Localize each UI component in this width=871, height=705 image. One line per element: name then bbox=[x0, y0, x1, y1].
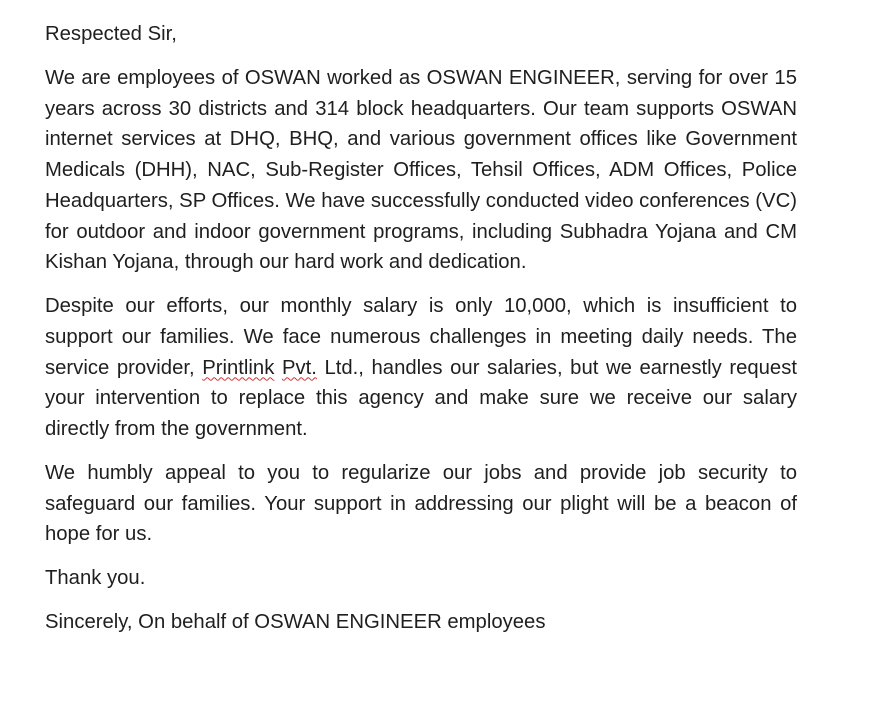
spellcheck-flagged-word[interactable]: Printlink bbox=[202, 356, 275, 379]
salutation: Respected Sir, bbox=[45, 23, 177, 45]
spellcheck-flagged-word[interactable]: Pvt. bbox=[281, 356, 317, 379]
signature: Sincerely, On behalf of OSWAN ENGINEER employees bbox=[45, 611, 546, 634]
paragraph-appeal: We humbly appeal to you to regularize our jobs and provide job security to safeguard our families. Your support in addressing our plight will be a beacon of hope for us. bbox=[45, 462, 797, 546]
paragraph-salary-text-after: Ltd., handles our salaries, but we earnestly request your intervention to replace this agency and make sure we receive our salary directly from the government. bbox=[45, 356, 797, 441]
word-space bbox=[274, 357, 282, 379]
paragraph-service-history: We are employees of OSWAN worked as OSWAN ENGINEER, serving for over 15 years across 30 districts and 314 block headquarters. Our team supports OSWAN internet services at DHQ, BHQ, and various government offices like Government Medicals (DHH), NAC, Sub-Register Offices, Tehsil Offices, ADM Offices, Police Headquarters, SP Offices. We have successfully conducted video conferences (VC) for outdoor and indoor government programs, including Subhadra Yojana and CM Kishan Yojana, through our hard work and dedication. bbox=[45, 67, 797, 274]
paragraph-salary-text-before: Despite our efforts, our monthly salary is only 10,000, which is insufficient to support our families. We face numerous challenges in meeting daily needs. The service provider, bbox=[45, 295, 797, 379]
closing: Thank you. bbox=[45, 567, 146, 590]
paragraph-salary-concern bbox=[45, 291, 797, 445]
letter-body bbox=[45, 19, 797, 651]
